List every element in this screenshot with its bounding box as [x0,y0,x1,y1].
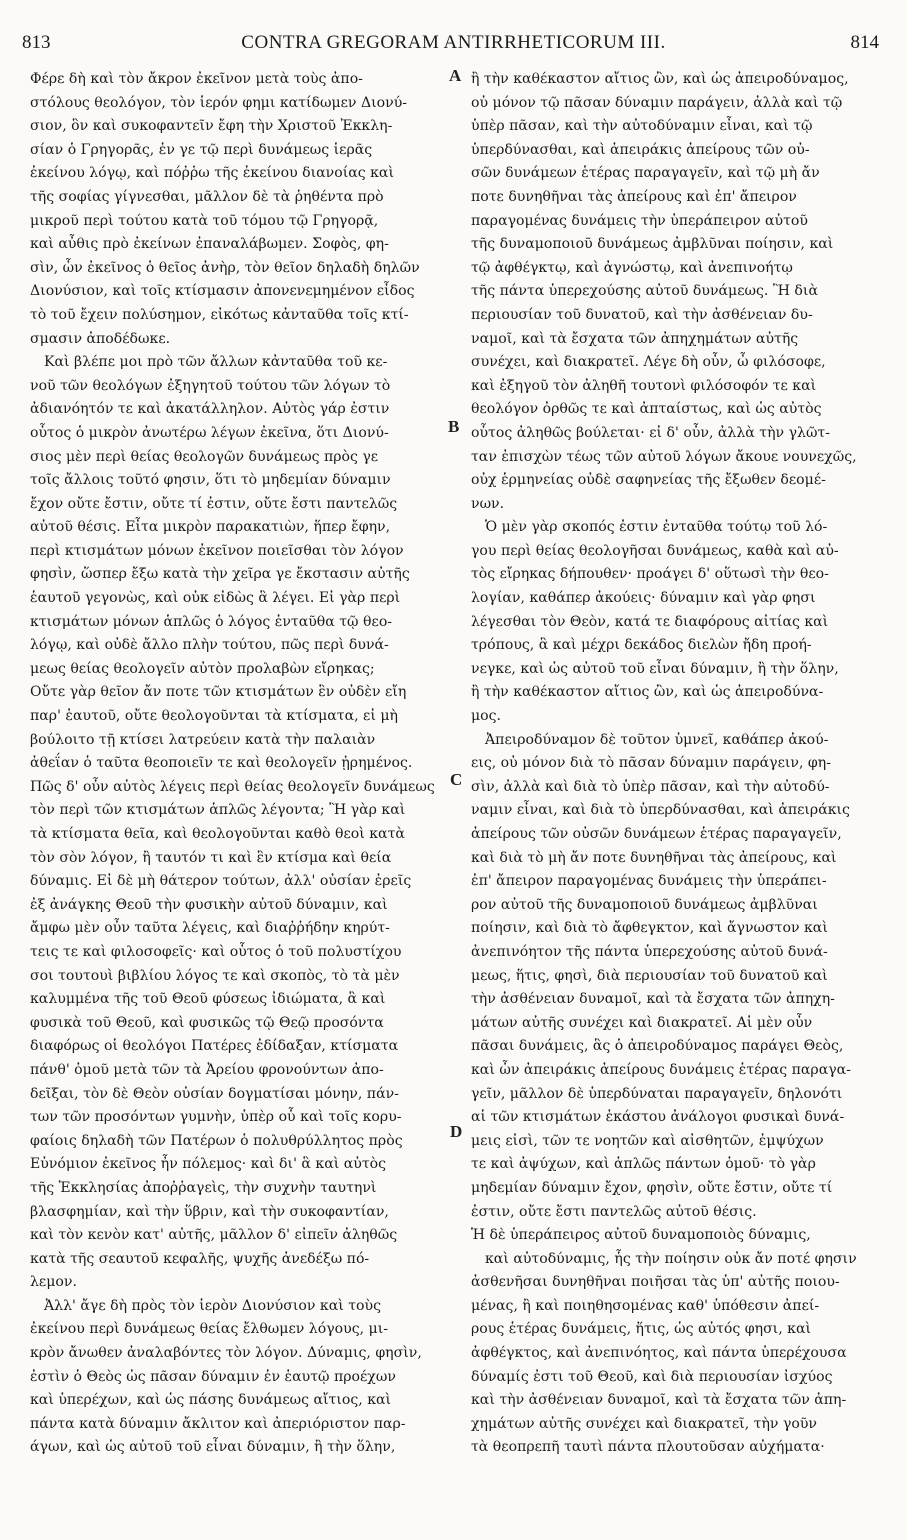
section-marker-d: D [450,1122,463,1141]
text-line: Φέρε δὴ καὶ τὸν ἄκρον ἐκεῖνον μετὰ τοὺς ἀπο- [30,71,363,87]
text-line: βλασφημίαν, καὶ τὴν ὕβριν, καὶ τὴν συκοφαντίαν, [30,1203,389,1220]
text-line: τῆς πάντα ὑπερεχούσης αὐτοῦ δυνάμεως. Ἢ διὰ [471,283,818,300]
text-line: φαίοις δηλαδὴ τῶν Πατέρων ὁ πολυθρύλλητος πρὸς [30,1132,403,1149]
left-text-column [30,68,444,1460]
text-line: σὶν, ὧν ἐκεῖνος ὁ θεῖος ἀνὴρ, τὸν θεῖον δηλαδὴ δηλῶν [30,259,420,276]
text-line: φησὶν, ὥσπερ ἔξω κατὰ τὴν χεῖρα γε ἔκστασιν αὐτῆς [30,566,410,583]
text-line: Ἀπειροδύναμον δὲ τοῦτον ὑμνεῖ, καθάπερ ἀκού- [485,731,829,748]
text-line: χημάτων αὐτῆς συνέχει καὶ διακρατεῖ, τὴν γοῦν [471,1415,817,1432]
text-line: λόγῳ, καὶ οὐδὲ ἄλλο πλὴν τούτου, πῶς περὶ δυνά- [30,637,389,654]
text-line: κρὸν ἄνωθεν ἀναλαβόντες τὸν λόγον. Δύναμις, φησὶν, [30,1345,422,1362]
text-line: Καὶ βλέπε μοι πρὸ τῶν ἄλλων κἀνταῦθα τοῦ κε- [44,354,388,371]
text-line: οὗτος ὁ μικρὸν ἀνωτέρω λέγων ἐκεῖνα, ὅτι Διονύ- [30,424,389,441]
text-line: τοῖς ἄλλοις τοῦτό φησιν, ὅτι τὸ μηδεμίαν δύναμιν [30,472,391,489]
text-line: τῷ ἀφθέγκτῳ, καὶ ἀγνώστῳ, καὶ ἀνεπινοήτῳ [471,259,793,276]
text-line: μένας, ἢ καὶ ποιηθησομένας καθ' ὑπόθεσιν ἀπεί- [471,1297,820,1314]
text-line: καὶ αὐτοδύναμις, ἧς τὴν ποίησιν οὐκ ἄν ποτέ φησιν [485,1250,857,1267]
text-line: καλυμμένα τῆς τοῦ Θεοῦ φύσεως ἰδιώματα, ἃ καὶ [30,991,386,1008]
text-line: ποίησιν, καὶ διὰ τὸ ἄφθεγκτον, καὶ ἄγνωστον καὶ [471,920,828,937]
text-line: περιουσίαν τοῦ δυνατοῦ, καὶ τὴν ἀσθένειαν δυ- [471,306,813,323]
text-line: δύναμις. Εἰ δὲ μὴ θάτερον τούτων, ἀλλ' οὐσίαν ἐρεῖς [30,873,412,890]
text-line: ὑπερδύνασθαι, καὶ ἀπειράκις ἀπείρους τῶν οὐ- [471,141,810,158]
text-line: δεῖξαι, τὸν δὲ Θεὸν οὐσίαν δογματίσαι μόνην, πάν- [30,1085,399,1102]
text-line: μηδεμίαν δύναμιν ἔχον, φησὶν, οὔτε ἔστιν, οὔτε τί [471,1179,833,1196]
text-line: Διονύσιον, καὶ τοῖς κτίσμασιν ἀπονενεμημένον εἶδος [30,283,415,300]
text-line: σμασιν ἀποδέδωκε. [30,330,171,347]
text-line: οὗτος ἀληθῶς βούλεται· εἰ δ' οὖν, ἀλλὰ τὴν γλῶτ- [471,424,830,441]
text-line: οὐχ ἑρμηνείας οὐδὲ σαφηνείας τῆς ἔξωθεν δεομέ- [471,472,826,489]
text-line: καὶ διὰ τὸ μὴ ἄν ποτε δυνηθῆναι τὰς ἀπείρους, καὶ [471,849,837,866]
text-line: τῆς σοφίας γίγνεσθαι, μᾶλλον δὲ τὰ ῥηθέντα πρὸ [30,188,384,205]
text-line: μος. [471,708,502,725]
text-line: ἀσθενῆσαι δυνηθῆναι ποιῆσαι τὰς ὑπ' αὐτῆς ποιου- [471,1274,840,1291]
text-line: καὶ τὸν κενὸν κατ' αὐτῆς, μᾶλλον δ' εἰπεῖν ἀληθῶς [30,1227,398,1244]
text-line: συνέχει, καὶ διακρατεῖ. Λέγε δὴ οὖν, ὦ φιλόσοφε, [471,354,826,371]
text-line: λογίαν, καθάπερ ἀκούεις· δύναμιν καὶ γὰρ φησι [471,590,816,607]
text-line: κτισμάτων μόνων ἁπλῶς ὁ λόγος ἐνταῦθα τῷ θεο- [30,613,393,630]
text-line: τὸν σὸν λόγον, ἢ ταυτόν τι καὶ ἓν κτίσμα καὶ θεία [30,849,392,866]
text-line: ἀδιανόητόν τε καὶ ἀκατάλληλον. Αὐτὸς γάρ ἐστιν [30,401,390,418]
text-line: ἀπείρους τῶν οὐσῶν δυνάμεων ἑτέρας παραγαγεῖν, [471,826,842,842]
text-line: νεγκε, καὶ ὡς αὐτοῦ τοῦ εἶναι δύναμιν, ἢ τὴν ὅλην, [471,660,839,677]
text-line: ἔχον οὔτε ἔστιν, οὔτε τί ἐστιν, οὔτε ἔστι παντελῶς [30,495,398,512]
text-line: ἐπ' ἄπειρον παραγομένας δυνάμεις τὴν ὑπεράπει- [471,873,827,890]
text-line: τὸν περὶ τῶν κτισμάτων ἁπλῶς λέγοντα; Ἢ γὰρ καὶ [30,802,406,819]
text-line: Οὔτε γὰρ θεῖον ἄν ποτε τῶν κτισμάτων ἓν οὐδὲν εἴη [30,684,407,701]
text-line: δύναμίς ἐστι τοῦ Θεοῦ, καὶ διὰ περιουσίαν ἰσχύος [471,1368,833,1385]
text-line: καὶ αὖθις πρὸ ἐκείνων ἐπαναλάβωμεν. Σοφὸς, φη- [30,236,389,253]
section-marker-a: A [449,66,462,85]
text-line: διαφόρως οἱ θεολόγοι Πατέρες ἐδίδαξαν, κτίσματα [30,1038,399,1055]
text-line: ἑαυτοῦ γεγονὼς, καὶ οὐκ εἰδὼς ἃ λέγει. Εἰ γὰρ περὶ [30,590,401,607]
text-line: οὐ μόνον τῷ πᾶσαν δύναμιν παράγειν, ἀλλὰ καὶ τῷ [471,94,843,111]
text-line: σοι τουτουὶ βιβλίου λόγος τε καὶ σκοπὸς, τὸ τὰ μὲν [30,967,400,984]
text-line: τὸ τοῦ ἔχειν πολύσημον, εἰκότως κἀνταῦθα τοῖς κτί- [30,306,409,323]
text-line: μάτων αὐτῆς συνέχει καὶ διακρατεῖ. Αἱ μὲν οὖν [471,1014,813,1031]
text-line: φυσικὰ τοῦ Θεοῦ, καὶ φυσικῶς τῷ Θεῷ προσόντα [30,1014,384,1031]
text-line: ταν ἐπισχὼν τέως τῶν αὐτοῦ λόγων ἄκουε νουνεχῶς, [471,448,857,465]
text-line: νων. [471,495,505,512]
text-line: περὶ κτισμάτων μόνων ἐκεῖνον ποιεῖσθαι τὸν λόγον [30,542,404,559]
text-line: σῶν δυνάμεων ἑτέρας παραγαγεῖν, καὶ τῷ μὴ ἄν [471,165,820,182]
text-line: τῆς Ἐκκλησίας ἀποῤῥαγεὶς, τὴν συχνὴν ταυτηνὶ [30,1179,377,1196]
text-line: τὰ κτίσματα θεῖα, καὶ θεολογοῦνται καθὸ θεοὶ κατὰ [30,826,405,842]
text-line: ἢ τὴν καθέκαστον αἴτιος ὢν, καὶ ὡς ἀπειροδύναμος, [471,71,849,87]
text-line: ναμοῖ, καὶ τὰ ἔσχατα τῶν ἀπηχημάτων αὐτῆς [471,330,799,347]
text-line: τῆς δυναμοποιοῦ δυνάμεως ἀμβλῦναι ποίησιν, καὶ [471,236,834,253]
text-line: ἢ τὴν καθέκαστον αἴτιος ὢν, καὶ ὡς ἀπειροδύνα- [471,684,824,701]
page-number-right: 814 [850,32,879,53]
text-line: σὶν, ἀλλὰ καὶ διὰ τὸ ὑπὲρ πᾶσαν, καὶ τὴν αὐτοδύ- [471,778,830,795]
text-line: κατὰ τῆς σεαυτοῦ κεφαλῆς, ψυχῆς ἀνεδέξω πό- [30,1250,370,1267]
text-line: ἐστὶν ὁ Θεὸς ὡς πᾶσαν δύναμιν ἐν ἑαυτῷ προέχων [30,1368,396,1385]
text-line: ἐκείνου περὶ δυνάμεως θείας ἔλθωμεν λόγους, μι- [30,1321,389,1338]
text-line: γου περὶ θείας θεολογῆσαι δυνάμεως, καθὰ καὶ αὐ- [471,542,839,559]
text-line: μικροῦ περὶ τούτου κατὰ τοῦ τόμου τῷ Γρηγορᾷ, [30,212,379,229]
text-line: λέγεσθαι τὸν Θεὸν, κατά τε διαφόρους αἰτίας καὶ [471,613,829,630]
text-line: σίαν ὁ Γρηγορᾶς, ἐν γε τῷ περὶ δυνάμεως ἱερᾶς [30,141,373,158]
page-header [0,0,907,58]
text-line: εις, οὐ μόνον διὰ τὸ πᾶσαν δύναμιν παράγειν, φη- [471,755,832,772]
page-number-left: 813 [22,32,51,53]
text-line: ἐξ ἀνάγκης Θεοῦ τὴν φυσικὴν αὐτοῦ δύναμιν, καὶ [30,896,388,913]
text-line: μεως, ἥτις, φησὶ, διὰ περιουσίαν τοῦ δυνατοῦ καὶ [471,967,828,984]
text-line: ἄμφω μὲν οὖν ταῦτα λέγεις, καὶ διαῤῥήδην κηρύτ- [30,920,390,937]
text-line: παραγομένας δυνάμεις τὴν ὑπεράπειρον αὐτοῦ [471,212,808,229]
text-line: παρ' ἑαυτοῦ, οὔτε θεολογοῦνται τὰ κτίσματα, εἰ μὴ [30,708,398,725]
right-text-column [471,68,885,1460]
text-line: τὸς εἴρηκας δήπουθεν· προάγει δ' οὕτωσὶ τὴν θεο- [471,566,829,583]
text-line: ἀνεπινόητον τῆς πάντα ὑπερεχούσης αὐτοῦ δυνά- [471,943,828,960]
section-marker-c: C [450,770,463,789]
text-line: ὑπὲρ πᾶσαν, καὶ τὴν αὐτοδύναμιν εἶναι, καὶ τῷ [471,118,813,135]
text-line: πάντα κατὰ δύναμιν ἄκλιτον καὶ ἀπεριόριστον παρ- [30,1415,406,1432]
text-line: Πῶς δ' οὖν αὐτὸς λέγεις περὶ θείας θεολογεῖν δυνάμεως [30,778,435,795]
text-line: των τῶν προσόντων γυμνὴν, ὑπὲρ οὗ καὶ τοῖς κορυ- [30,1109,402,1126]
text-line: καὶ ἐξηγοῦ τὸν ἀληθῆ τουτονὶ φιλόσοφόν τε καὶ [471,377,817,394]
text-line: καὶ τὴν ἀσθένειαν δυναμοῖ, καὶ τὰ ἔσχατα τῶν ἀπη- [471,1392,847,1409]
text-line: σιον, ὃν καὶ συκοφαντεῖν ἔφη τὴν Χριστοῦ Ἐκκλη- [30,118,393,135]
text-line: Ἡ δὲ ὑπεράπειρος αὐτοῦ δυναμοποιὸς δύναμις, [471,1227,811,1244]
text-line: μεις εἰσὶ, τῶν τε νοητῶν καὶ αἰσθητῶν, ἐμψύχων [471,1132,824,1149]
text-line: πᾶσαι δυνάμεις, ἃς ὁ ἀπειροδύναμος παράγει Θεὸς, [471,1038,844,1055]
text-line: ἐστιν, οὔτε ἔστι παντελῶς αὐτοῦ θέσις. [471,1203,757,1220]
text-line: τεις τε καὶ φιλοσοφεῖς· καὶ οὗτος ὁ τοῦ πολυστίχου [30,943,402,960]
text-line: βούλοιτο τῇ κτίσει λατρεύειν κατὰ τὴν παλαιὰν [30,731,376,748]
text-line: γεῖν, μᾶλλον δὲ ὑπερδύναται παραγαγεῖν, δηλονότι [471,1085,843,1102]
text-line: αὐτοῦ θέσις. Εἶτα μικρὸν παρακατιὼν, ἥπερ ἔφην, [30,519,391,536]
text-line: νοῦ τῶν θεολόγων ἐξηγητοῦ τούτου τῶν λόγων τὸ [30,377,391,394]
text-line: λεμον. [30,1274,77,1291]
running-title: CONTRA GREGORAM ANTIRRHETICORUM III. [241,32,666,53]
text-line: ποτε δυνηθῆναι τὰς ἀπείρους καὶ ἐπ' ἄπειρον [471,188,797,205]
text-line: Ἀλλ' ἄγε δὴ πρὸς τὸν ἱερὸν Διονύσιον καὶ τοὺς [44,1297,381,1314]
text-line: ἀφθέγκτος, καὶ ἀνεπινόητος, καὶ πάντα ὑπερέχουσα [471,1345,847,1362]
text-line: ρους ἑτέρας δυνάμεις, ἥτις, ὡς αὐτός φησι, καὶ [471,1321,812,1338]
text-line: καὶ ὑπερέχων, καὶ ὡς πάσης δυνάμεως αἴτιος, καὶ [30,1392,392,1409]
text-line: τε καὶ ἀψύχων, καὶ ἁπλῶς πάντων ὁμοῦ· τὸ γὰρ [471,1156,816,1173]
text-line: καὶ ὧν ἀπειράκις ἀπείρους δυνάμεις ἑτέρας παραγα- [471,1061,851,1078]
text-line: ναμιν εἶναι, καὶ διὰ τὸ ὑπερδύνασθαι, καὶ ἀπειράκις [471,802,850,819]
text-line: αἱ τῶν κτισμάτων ἑκάστου ἀνάλογοι φυσικαὶ δυνά- [471,1109,845,1126]
text-line: τὴν ἀσθένειαν δυναμοῖ, καὶ τὰ ἔσχατα τῶν ἀπηχη- [471,991,835,1008]
text-line: πάνθ' ὁμοῦ μετὰ τῶν τὰ Ἀρείου φρονούντων ἀπο- [30,1061,384,1078]
text-line: θεολόγον ὀρθῶς τε καὶ ἀπταίστως, καὶ ὡς αὐτὸς [471,401,822,418]
text-line: σιος μὲν περὶ θείας θεολογῶν δυνάμεως πρὸς γε [30,448,379,465]
text-line: τρόπους, ἃ καὶ μέχρι δεκάδος διελὼν ἤδη προή- [471,637,812,654]
text-line: ἀθεΐαν ὁ ταῦτα θεοποιεῖν τε καὶ θεολογεῖν ᾐρημένος. [30,755,413,772]
text-line: Ὁ μὲν γὰρ σκοπός ἐστιν ἐνταῦθα τούτῳ τοῦ λό- [485,519,828,536]
text-line: Εὐνόμιον ἐκεῖνος ἦν πόλεμος· καὶ δι' ἃ καὶ αὐτὸς [30,1156,387,1173]
text-line: ἐκείνου λόγῳ, καὶ πόῤῥω τῆς ἐκείνου διανοίας καὶ [30,165,394,182]
text-line: άγων, καὶ ὡς αὐτοῦ τοῦ εἶναι δύναμιν, ἢ τὴν ὅλην, [30,1439,396,1456]
text-line: στόλους θεολόγον, τὸν ἱερόν φημι κατίδωμεν Διονύ- [30,94,408,111]
section-marker-b: B [448,417,460,436]
text-line: ρον αὐτοῦ τῆς δυναμοποιοῦ δυνάμεως ἀμβλῦναι [471,896,818,913]
text-line: μεως θείας θεολογεῖν αὐτὸν προλαβὼν εἴρηκας; [30,660,375,677]
text-line: τὰ θεοπρεπῆ ταυτὶ πάντα πλουτοῦσαν αὐχήματα· [471,1439,825,1456]
